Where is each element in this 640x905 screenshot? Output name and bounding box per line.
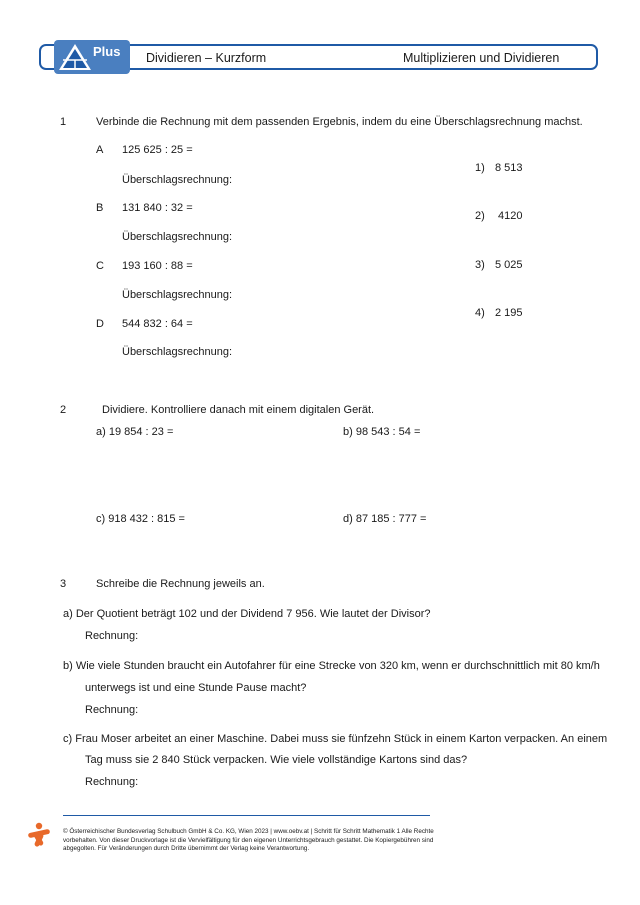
star-figure-icon — [26, 822, 52, 848]
task2-instruction: Dividiere. Kontrolliere danach mit einem digitalen Gerät. — [102, 404, 375, 416]
task1-letter-a: A — [96, 144, 104, 156]
result-number-3: 3) — [475, 259, 485, 271]
result-number-4: 4) — [475, 307, 485, 319]
worksheet-title: Dividieren – Kurzform — [146, 51, 267, 65]
task1-instruction: Verbinde die Rechnung mit dem passenden Ergebnis, indem du eine Überschlagsrechnung machst. — [96, 116, 583, 128]
task1-letter-b: B — [96, 202, 104, 214]
task1-letter-c: C — [96, 260, 104, 272]
task1-letter-d: D — [96, 318, 104, 330]
result-value-2: 4120 — [498, 210, 523, 222]
task2-item-b: b) 98 543 : 54 = — [343, 426, 421, 438]
task1-estimate-label-a: Überschlagsrechnung: — [122, 174, 233, 186]
task1-calc-a: 125 625 : 25 = — [122, 144, 193, 156]
task3-c-text-line2: Tag muss sie 2 840 Stück verpacken. Wie viele vollständige Kartons sind das? — [85, 754, 468, 766]
footer-copyright: © Österreichischer Bundesverlag Schulbuch GmbH & Co. KG, Wien 2023 | www.oebv.at | Schritt für Schritt Mathematik 1 Alle Rechte vorbehalten. Von dieser Druckvorlage ist die Vervielfältigung für den eigenen Unterrichtsgebrauch gestattet. Die Kopiergebühren sind abgegolten. Für Veränderungen durch Dritte übernimmt der Verlag keine Verantwortung. — [63, 828, 434, 852]
pyramid-icon — [58, 43, 92, 71]
task3-a-answer-label: Rechnung: — [85, 630, 139, 642]
result-value-3: 5 025 — [495, 259, 523, 271]
task3-c-text-line1: c) Frau Moser arbeitet an einer Maschine. Dabei muss sie fünfzehn Stück in einem Karton verpacken. An einem — [63, 733, 608, 745]
plus-logo — [54, 40, 130, 74]
task1-estimate-label-d: Überschlagsrechnung: — [122, 346, 233, 358]
result-number-2: 2) — [475, 210, 485, 222]
task2-number: 2 — [60, 404, 67, 416]
publisher-logo — [26, 822, 52, 851]
task1-calc-d: 544 832 : 64 = — [122, 318, 193, 330]
result-value-1: 8 513 — [495, 162, 523, 174]
task3-b-answer-label: Rechnung: — [85, 704, 139, 716]
task3-b-text-line1: b) Wie viele Stunden braucht ein Autofahrer für eine Strecke von 320 km, wenn er durchschnittlich mit 80 km/h — [63, 660, 600, 672]
task1-calc-b: 131 840 : 32 = — [122, 202, 193, 214]
task2-item-c: c) 918 432 : 815 = — [96, 513, 185, 525]
footer-divider — [63, 815, 430, 816]
task3-number: 3 — [60, 578, 67, 590]
task3-a-text: a) Der Quotient beträgt 102 und der Dividend 7 956. Wie lautet der Divisor? — [63, 608, 431, 620]
task2-item-a: a) 19 854 : 23 = — [96, 426, 174, 438]
task1-calc-c: 193 160 : 88 = — [122, 260, 193, 272]
task2-item-d: d) 87 185 : 777 = — [343, 513, 427, 525]
result-number-1: 1) — [475, 162, 485, 174]
task1-estimate-label-c: Überschlagsrechnung: — [122, 289, 233, 301]
task1-number: 1 — [60, 116, 67, 128]
result-value-4: 2 195 — [495, 307, 523, 319]
task3-b-text-line2: unterwegs ist und eine Stunde Pause macht? — [85, 682, 307, 694]
task1-estimate-label-b: Überschlagsrechnung: — [122, 231, 233, 243]
worksheet-topic: Multiplizieren und Dividieren — [403, 51, 560, 65]
task3-instruction: Schreibe die Rechnung jeweils an. — [96, 578, 265, 590]
task3-c-answer-label: Rechnung: — [85, 776, 139, 788]
logo-text: Plus — [93, 44, 121, 59]
